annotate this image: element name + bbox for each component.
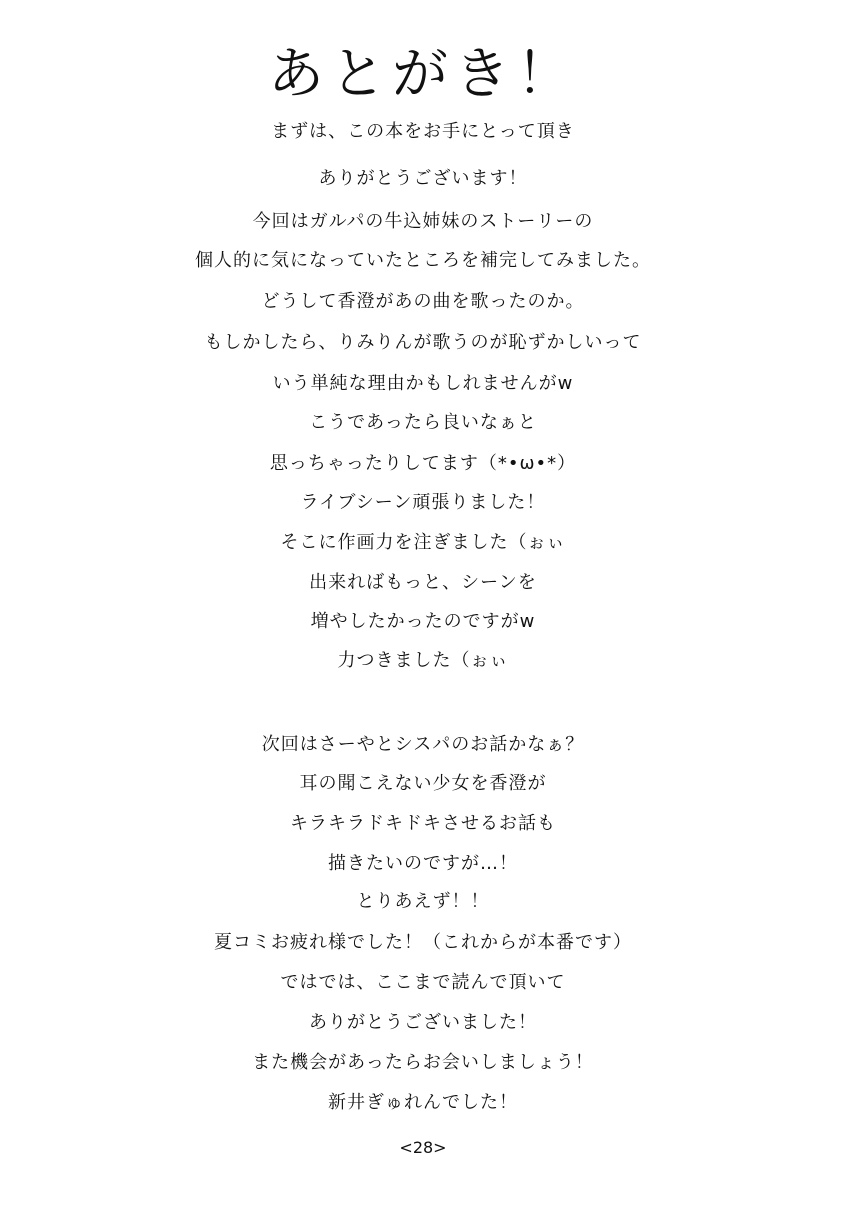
text-line: 思っちゃったりしてます（*•ω•*） [269, 453, 577, 474]
text-line: とりあえず！！ [356, 891, 490, 912]
text-line: どうして香澄があの曲を歌ったのか。 [261, 291, 585, 312]
text-line: 増やしたかったのですがw [310, 611, 536, 632]
text-line: 夏コミお疲れ様でした！（これからが本番です） [214, 932, 632, 953]
text-line: そこに作画力を注ぎました（ぉぃ [280, 532, 566, 553]
text-line: ではでは、ここまで読んで頂いて [280, 972, 566, 993]
page-number: <28> [399, 1138, 447, 1157]
text-line: 耳の聞こえない少女を香澄が [299, 773, 547, 794]
text-line: キラキラドキドキさせるお話も [290, 813, 556, 834]
text-line: 描きたいのですが…！ [328, 853, 518, 874]
text-line: また機会があったらお会いしましょう！ [252, 1052, 594, 1073]
text-line: ありがとうございます！ [318, 168, 528, 189]
text-line: 力つきました（ぉぃ [337, 650, 509, 671]
text-line: もしかしたら、りみりんが歌うのが恥ずかしいって [204, 332, 642, 353]
text-line: 個人的に気になっていたところを補完してみました。 [195, 250, 651, 271]
text-line: いう単純な理由かもしれませんがw [272, 373, 574, 394]
text-line: こうであったら良いなぁと [309, 412, 537, 433]
text-line: まずは、この本をお手にとって頂き [271, 121, 575, 142]
text-line: 出来ればもっと、シーンを [309, 572, 537, 593]
text-line: ありがとうございました！ [309, 1012, 537, 1033]
afterword-title: あとがき！ [268, 42, 578, 107]
text-line: 次回はさーやとシスパのお話かなぁ？ [261, 734, 585, 755]
text-line: 新井ぎゅれんでした！ [328, 1092, 518, 1113]
text-line: ライブシーン頑張りました！ [300, 492, 546, 513]
text-line: 今回はガルパの牛込姉妹のストーリーの [252, 211, 594, 232]
